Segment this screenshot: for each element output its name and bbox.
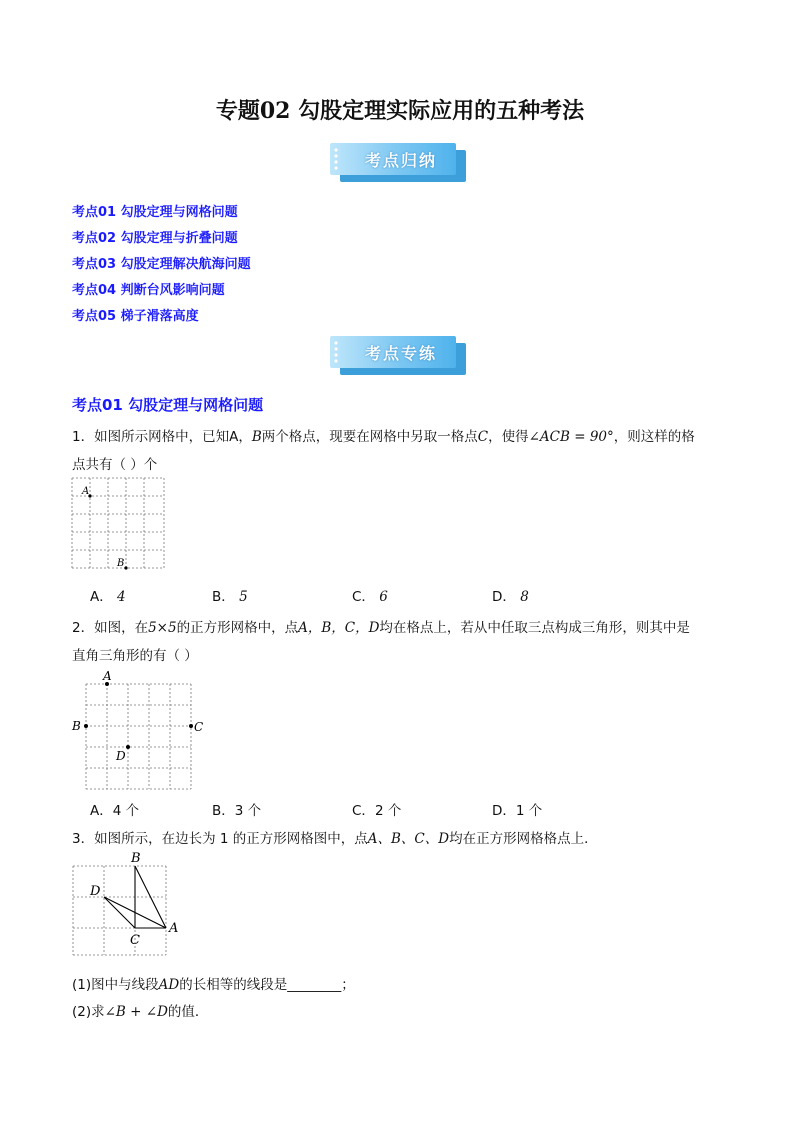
q1-point-b: [124, 566, 127, 569]
q3-stem: 3．如图所示，在边长为 1 的正方形网格图中，点A、B、C、D均在正方形网格格点上．: [72, 831, 598, 847]
q2-option-c[interactable]: C．2 个: [352, 803, 402, 819]
q2-label-b: B: [72, 719, 81, 733]
q3-sub1: (1)图中与线段AD的长相等的线段是________；: [72, 977, 355, 993]
q3-label-a: A: [169, 921, 179, 936]
practice-banner-label: 考点专练: [364, 344, 437, 363]
q1-label-a: A: [82, 486, 90, 497]
q1-grid-figure: [70, 476, 170, 572]
q3-grid-figure: [70, 848, 190, 960]
q2-label-a: A: [103, 669, 112, 683]
q2-point-b: [84, 724, 88, 728]
toc-item-1[interactable]: 考点01 勾股定理与网格问题: [72, 205, 238, 220]
segment-dc: [104, 897, 135, 928]
toc-item-2[interactable]: 考点02 勾股定理与折叠问题: [72, 231, 238, 246]
practice-banner: [330, 336, 468, 376]
q1-option-c[interactable]: C． 6: [352, 589, 388, 605]
toc-item-5[interactable]: 考点05 梯子滑落高度: [72, 309, 199, 324]
q1-option-d[interactable]: D． 8: [492, 589, 529, 605]
q2-label-c: C: [194, 720, 204, 734]
q3-label-d: D: [90, 884, 101, 899]
spiral-dots-icon: [332, 147, 340, 173]
q2-stem-line2: 直角三角形的有（ ）: [72, 648, 198, 664]
page-title: 专题02 勾股定理实际应用的五种考法: [215, 98, 585, 124]
q3-answer-blank[interactable]: ________: [287, 977, 342, 993]
q3-sub2: (2)求∠B + ∠D的值．: [72, 1004, 209, 1020]
q2-option-a[interactable]: A．4 个: [90, 803, 140, 819]
toc-item-4[interactable]: 考点04 判断台风影响问题: [72, 283, 225, 298]
q2-label-d: D: [116, 749, 126, 763]
q3-label-c: C: [130, 933, 140, 948]
q2-stem-line1: 2．如图，在5×5的正方形网格中，点A，B，C，D均在格点上，若从中任取三点构成三角形，则其中是: [72, 620, 690, 636]
q3-label-b: B: [131, 851, 141, 866]
q2-option-d[interactable]: D．1 个: [492, 803, 543, 819]
q2-option-b[interactable]: B．3 个: [212, 803, 262, 819]
section-heading: 考点01 勾股定理与网格问题: [72, 396, 264, 414]
q1-stem-line2: 点共有（ ）个: [72, 457, 158, 473]
spiral-dots-icon: [332, 340, 340, 366]
q1-label-b: B: [117, 558, 125, 569]
toc-item-3[interactable]: 考点03 勾股定理解决航海问题: [72, 257, 251, 272]
q1-option-b[interactable]: B． 5: [212, 589, 248, 605]
summary-banner-label: 考点归纳: [364, 151, 437, 170]
q1-option-a[interactable]: A． 4: [90, 589, 126, 605]
q2-point-d: [126, 745, 130, 749]
q2-point-c: [189, 724, 193, 728]
summary-banner: [330, 143, 468, 183]
q2-grid-figure: [70, 668, 210, 792]
q1-stem-line1: 1．如图所示网格中，已知A，B两个格点，现要在网格中另取一格点C，使得∠ACB = 90°，则这样的格: [72, 429, 695, 445]
